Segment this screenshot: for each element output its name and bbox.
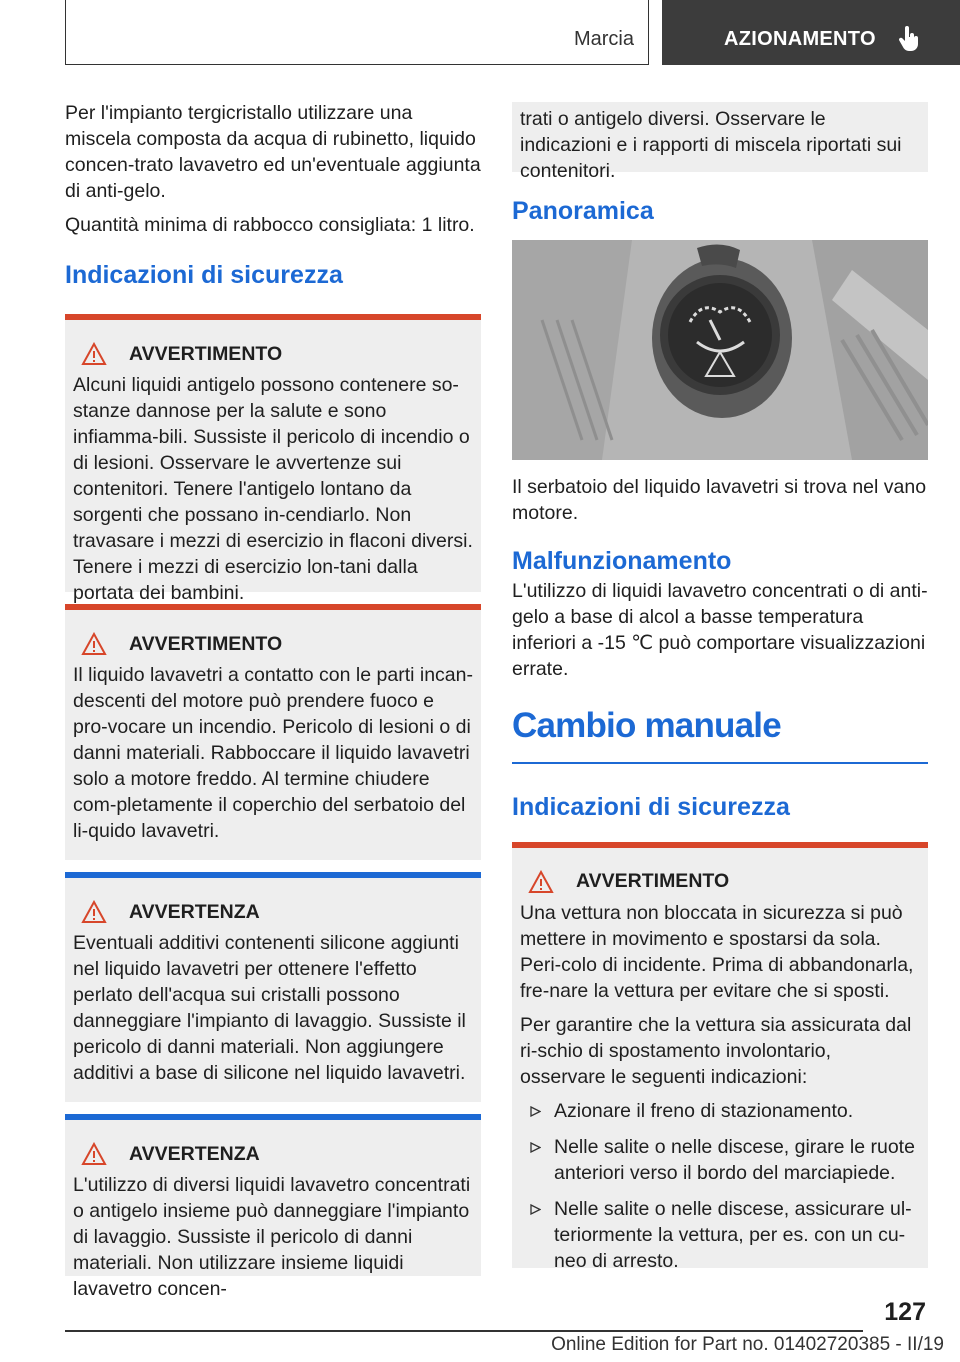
washer-reservoir-illustration — [512, 240, 928, 460]
list-item-text: Azionare il freno di stazionamento. — [554, 1099, 854, 1122]
warning-box-text: Alcuni liquidi antigelo possono contenere so-stanze dannose per la salute e sono infiamma-bili. Sussiste il pericolo di incendio o di lesioni. Osservare le avvertenze sui contenitori. Tenere l'antigelo lontano da sorgenti che possano in-cendiarlo. Non travasare i mezzi di esercizio in flaconi diversi. Tenere i mezzi di esercizio lon-tani dalla portata dei bambini. — [73, 374, 473, 604]
list-item — [520, 1098, 920, 1124]
warning-box-header — [73, 632, 473, 656]
header-chapter-box — [662, 0, 960, 65]
footer-rule — [65, 1330, 863, 1332]
malfunction-heading: Malfunzionamento — [512, 547, 732, 575]
notice-box-title: AVVERTENZA — [129, 1142, 260, 1165]
safety-heading-right: Indicazioni di sicurezza — [512, 792, 790, 821]
notice-box-text: Eventuali additivi contenenti silicone aggiunti nel liquido lavavetri per ottenere l'effetto perlato dell'acqua sui cristalli possono danneggiare l'impianto di lavaggio. Sussiste il pericolo di danni materiali. Non aggiungere additivi a base di silicone nel liquido lavavetri. — [73, 932, 466, 1084]
warning-triangle-icon — [81, 342, 107, 366]
triangle-bullet-icon — [530, 1204, 541, 1215]
list-item-text: Nelle salite o nelle discese, girare le ruote anteriori verso il bordo del marciapiede. — [554, 1135, 915, 1184]
warning-box-text: Il liquido lavavetri a contatto con le parti incan-descenti del motore può prendere fuoco e pro-vocare un incendio. Pericolo di lesioni o di danni materiali. Rabboccare il liquido lavavetri solo a motore freddo. Al termine chiudere com-pletamente il coperchio del serbatoio del li-quido lavavetri. — [73, 664, 473, 842]
notice-box-title: AVVERTENZA — [129, 900, 260, 923]
list-item-text: Nelle salite o nelle discese, assicurare ul-teriormente la vettura, per es. con un cu-neo di arresto. — [554, 1197, 912, 1272]
washer-reservoir-photo — [512, 240, 928, 460]
warning-box-hot-parts — [65, 604, 481, 860]
warning-triangle-icon — [81, 632, 107, 656]
section-rule — [512, 762, 928, 764]
notice-box-header — [73, 1142, 473, 1166]
notice-box-text-continued: trati o antigelo diversi. Osservare le indicazioni e i rapporti di miscela riportati sui contenitori. — [520, 108, 902, 182]
notice-box-header — [73, 900, 473, 924]
notice-box-continued — [512, 102, 928, 182]
manual-transmission-heading: Cambio manuale — [512, 706, 781, 745]
warning-box-title: AVVERTIMENTO — [129, 632, 283, 655]
warning-box-title: AVVERTIMENTO — [129, 342, 283, 365]
header-section-box — [65, 0, 649, 65]
page-number: 127 — [884, 1298, 926, 1326]
left-column — [65, 100, 481, 1300]
min-refill-paragraph: Quantità minima di rabbocco consigliata: 1 litro. — [65, 214, 475, 236]
header-section-title: Marcia — [573, 28, 634, 50]
instruction-list — [520, 1098, 920, 1274]
warning-triangle-icon — [528, 870, 554, 894]
warning-box-text: Una vettura non bloccata in sicurezza si può mettere in movimento e spostarsi da sola. Peri-colo di incidente. Prima di abbandonarla, fre-nare la vettura per evitare che si sposti. — [520, 901, 914, 1002]
edition-info: Online Edition for Part no. 01402720385 - II/19 — [551, 1334, 944, 1355]
triangle-bullet-icon — [530, 1142, 541, 1153]
header-chapter-title: AZIONAMENTO — [724, 28, 876, 50]
triangle-bullet-icon — [530, 1106, 541, 1117]
notice-box-text: L'utilizzo di diversi liquidi lavavetro concentrati o antigelo insieme può danneggiare l'impianto di lavaggio. Sussiste il pericolo di danni materiali. Non utilizzare insieme liquidi lavavetro concen- — [73, 1174, 471, 1300]
warning-triangle-icon — [81, 900, 107, 924]
right-column — [512, 102, 928, 1272]
warning-box-header — [73, 342, 473, 366]
warning-box-header — [520, 870, 920, 894]
list-item — [520, 1196, 920, 1274]
intro-paragraph: Per l'impianto tergicristallo utilizzare una miscela composta da acqua di rubinetto, liquido concen-trato lavavetro ed un'eventuale aggiunta di anti-gelo. — [65, 102, 481, 202]
warning-box-title: AVVERTIMENTO — [576, 870, 730, 892]
list-item — [520, 1134, 920, 1186]
warning-box-antifreeze — [65, 314, 481, 604]
overview-text: Il serbatoio del liquido lavavetri si trova nel vano motore. — [512, 476, 927, 524]
notice-box-concentrates — [65, 1114, 481, 1300]
hand-pointer-icon — [898, 26, 920, 52]
notice-box-silicone — [65, 872, 481, 1102]
warning-box-parking — [512, 842, 928, 1272]
overview-heading: Panoramica — [512, 197, 654, 225]
warning-triangle-icon — [81, 1142, 107, 1166]
warning-box-text: Per garantire che la vettura sia assicurata dal ri-schio di spostamento involontario, osservare le seguenti indicazioni: — [520, 1013, 912, 1088]
malfunction-text: L'utilizzo di liquidi lavavetro concentrati o di anti-gelo a base di alcol a basse temperatura inferiori a -15 ℃ può comportare visualizzazioni errate. — [512, 580, 928, 680]
safety-heading-left: Indicazioni di sicurezza — [65, 261, 343, 289]
